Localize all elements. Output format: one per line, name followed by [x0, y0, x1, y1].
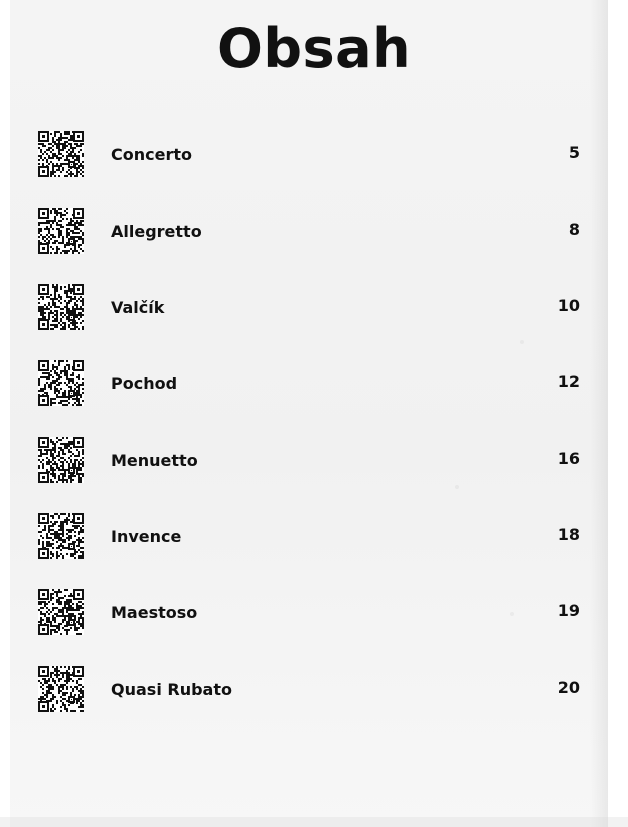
toc-item-title: Valčík	[111, 298, 165, 317]
toc-page-number: 5	[568, 143, 580, 162]
scan-bottom-band	[0, 817, 628, 827]
toc-item-title: Allegretto	[111, 222, 202, 241]
toc-page-number: 8	[568, 220, 580, 239]
paper-grain	[455, 485, 459, 489]
toc-row	[0, 284, 628, 336]
paper-grain	[520, 340, 524, 344]
toc-row	[0, 131, 628, 183]
toc-row	[0, 437, 628, 489]
toc-page-number: 10	[557, 296, 580, 315]
toc-row	[0, 360, 628, 412]
toc-page-number: 12	[557, 372, 580, 391]
toc-page-number: 20	[557, 678, 580, 697]
toc-page-number: 16	[557, 449, 580, 468]
page-title: Obsah	[216, 17, 412, 80]
toc-item-title: Pochod	[111, 374, 178, 393]
toc-page-number: 18	[557, 525, 580, 544]
toc-item-title: Invence	[111, 527, 182, 546]
table-of-contents	[0, 131, 628, 771]
toc-row	[0, 666, 628, 718]
toc-item-title: Menuetto	[111, 451, 198, 470]
toc-item-title: Quasi Rubato	[111, 680, 232, 699]
qr-code-icon	[38, 589, 84, 635]
qr-code-icon	[38, 666, 84, 712]
paper-grain	[510, 612, 514, 616]
qr-code-icon	[38, 513, 84, 559]
toc-item-title: Maestoso	[111, 603, 198, 622]
toc-row	[0, 208, 628, 260]
qr-code-icon	[38, 437, 84, 483]
toc-page-number: 19	[557, 601, 580, 620]
toc-row	[0, 589, 628, 641]
qr-code-icon	[38, 131, 84, 177]
toc-row	[0, 513, 628, 565]
toc-item-title: Concerto	[111, 145, 192, 164]
qr-code-icon	[38, 360, 84, 406]
qr-code-icon	[38, 208, 84, 254]
qr-code-icon	[38, 284, 84, 330]
